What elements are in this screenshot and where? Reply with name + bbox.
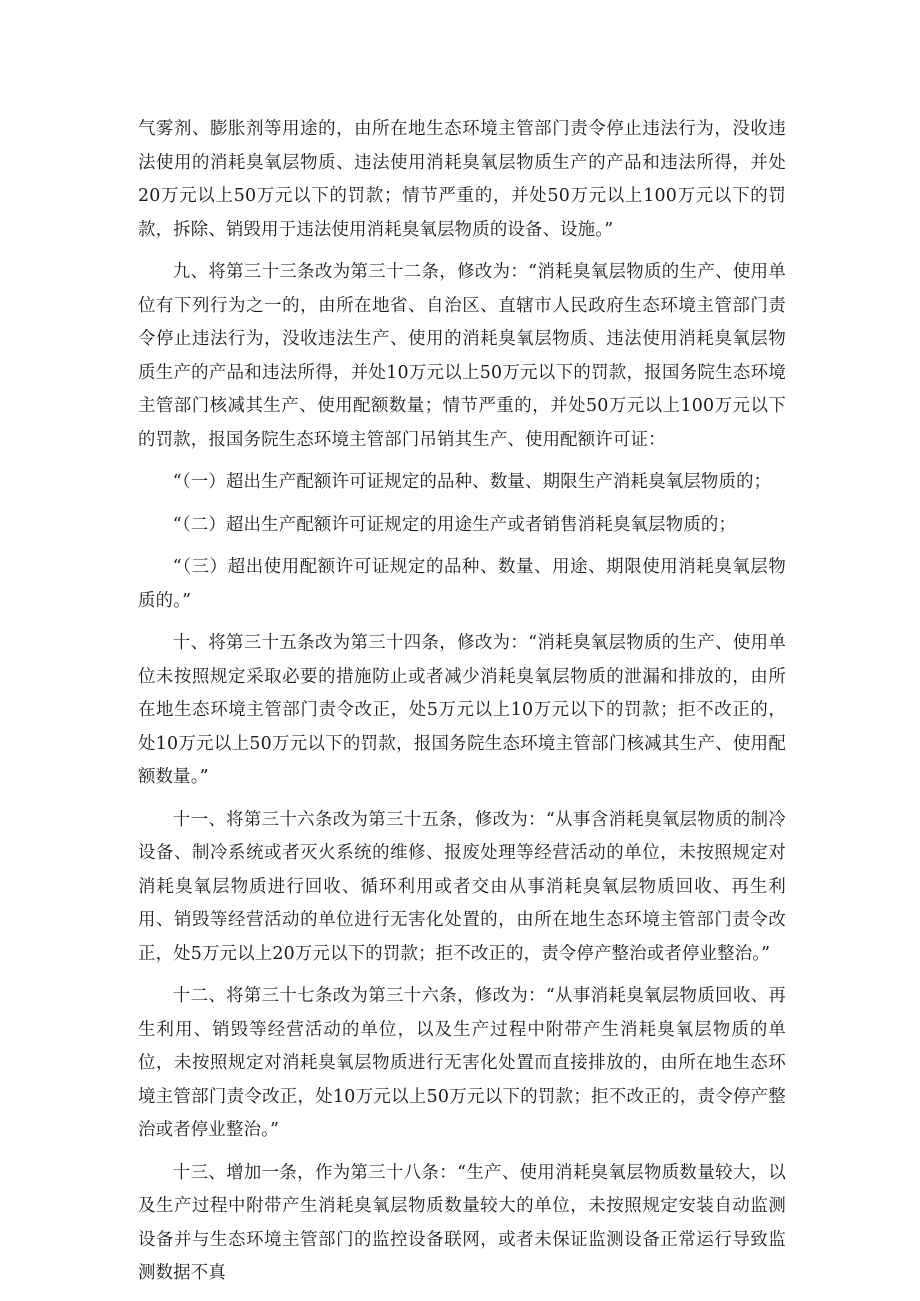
paragraph-continuation: 气雾剂、膨胀剂等用途的，由所在地生态环境主管部门责令停止违法行为，没收违法使用的消耗臭氧层物质、违法使用消耗臭氧层物质生产的产品和违法所得，并处20万元以上50万元以下的罚款；情节严重的，并处50万元以上100万元以下的罚款，拆除、销毁用于违法使用消耗臭氧层物质的设备、设施。” (138, 119, 786, 240)
paragraph-item-9-3: “（三）超出使用配额许可证规定的品种、数量、用途、期限使用消耗臭氧层物质的。” (138, 557, 786, 611)
paragraph-item-9: 九、将第三十三条改为第三十二条，修改为：“消耗臭氧层物质的生产、使用单位有下列行为之一的，由所在地省、自治区、直辖市人民政府生态环境主管部门责令停止违法行为，没收违法生产、使用的消耗臭氧层物质、违法使用消耗臭氧层物质生产的产品和违法所得，并处10万元以上50万元以下的罚款，报国务院生态环境主管部门核减其生产、使用配额数量；情节严重的，并处50万元以上100万元以下的罚款，报国务院生态环境主管部门吊销其生产、使用配额许可证： (138, 262, 786, 450)
paragraph-item-9-2: “（二）超出生产配额许可证规定的用途生产或者销售消耗臭氧层物质的； (172, 514, 737, 535)
paragraph-item-13: 十三、增加一条，作为第三十八条：“生产、使用消耗臭氧层物质数量较大，以及生产过程中附带产生消耗臭氧层物质数量较大的单位，未按照规定安装自动监测设备并与生态环境主管部门的监控设备联网，或者未保证监测设备正常运行导致监测数据不真 (138, 1162, 786, 1283)
paragraph-item-9-1: “（一）超出生产配额许可证规定的品种、数量、期限生产消耗臭氧层物质的； (172, 472, 772, 492)
paragraph-item-12: 十二、将第三十七条改为第三十六条，修改为：“从事消耗臭氧层物质回收、再生利用、销毁等经营活动的单位，以及生产过程中附带产生消耗臭氧层物质的单位，未按照规定对消耗臭氧层物质进行无害化处置而直接排放的，由所在地生态环境主管部门责令改正，处10万元以上50万元以下的罚款；拒不改正的，责令停产整治或者停业整治。” (138, 986, 786, 1140)
document-body (138, 113, 786, 1300)
paragraph-item-11: 十一、将第三十六条改为第三十五条，修改为：“从事含消耗臭氧层物质的制冷设备、制冷系统或者灭火系统的维修、报废处理等经营活动的单位，未按照规定对消耗臭氧层物质进行回收、循环利用或者交由从事消耗臭氧层物质回收、再生利用、销毁等经营活动的单位进行无害化处置的，由所在地生态环境主管部门责令改正，处5万元以上20万元以下的罚款；拒不改正的，责令停产整治或者停业整治。” (138, 809, 786, 964)
paragraph-item-10: 十、将第三十五条改为第三十四条，修改为：“消耗臭氧层物质的生产、使用单位未按照规定采取必要的措施防止或者减少消耗臭氧层物质的泄漏和排放的，由所在地生态环境主管部门责令改正，处5万元以上10万元以下的罚款；拒不改正的，处10万元以上50万元以下的罚款，报国务院生态环境主管部门核减其生产、使用配额数量。” (138, 633, 786, 787)
